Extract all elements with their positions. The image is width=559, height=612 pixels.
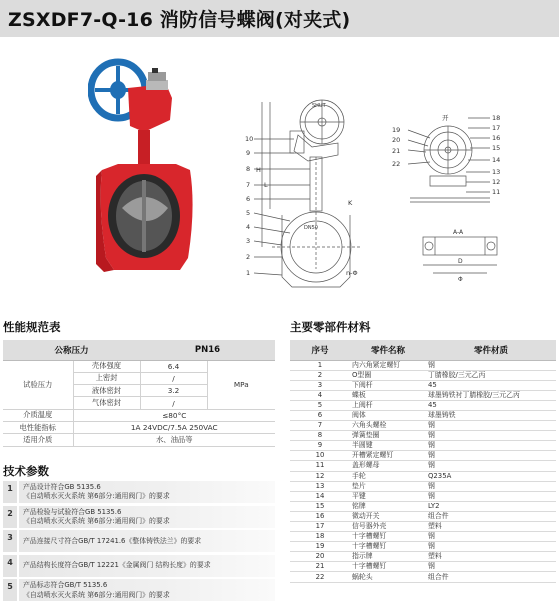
part-number: 11 [290,461,350,471]
part-material: 塑料 [426,552,556,562]
part-material: 钢 [426,360,556,370]
callout-7: 7 [246,181,251,189]
shut-mark: SHUT [312,103,326,109]
tech-item-number: 3 [3,530,17,552]
section-aa: A-A [453,229,464,236]
part-name: 上阀杆 [350,400,426,410]
table-row [290,360,556,370]
spec-row [3,360,275,372]
part-number: 20 [290,552,350,562]
part-number: 21 [290,562,350,572]
table-row [290,410,556,420]
part-number: 8 [290,431,350,441]
front-view-drawing [242,97,367,292]
callout-10: 10 [245,135,254,143]
callout-3: 3 [246,237,251,245]
callout-8: 8 [246,165,251,173]
callout-2: 2 [246,253,251,261]
tech-item [3,579,275,601]
spec-row [3,409,275,421]
page-title: ZSXDF7-Q-16 消防信号蝶阀(对夹式) [8,9,351,31]
part-number: 19 [290,542,350,552]
table-row [290,451,556,461]
spec-header-row [3,340,275,360]
tech-item-line: 产品设计符合GB 5135.6 [23,483,101,491]
spec-row [3,434,275,446]
open-label: 开 [442,114,449,122]
part-number: 6 [290,410,350,420]
part-name: 平键 [350,491,426,501]
table-row [290,572,556,582]
part-name: 指示牌 [350,552,426,562]
part-number: 2 [290,370,350,380]
column-header: 零件材质 [426,340,556,360]
tech-item-line: 产品结构长度符合GB/T 12221《金属阀门 结构长度》的要求 [23,561,211,570]
tech-item-line: 产品连接尺寸符合GB/T 17241.6《整体铸铁法兰》的要求 [23,536,202,545]
callout-17: 17 [492,124,501,132]
pressure-unit: MPa [207,360,275,409]
dim-h: H [256,166,261,174]
part-name: 微动开关 [350,511,426,521]
part-number: 7 [290,421,350,431]
tech-item-line: 产品标志符合GB/T 5135.6 [23,581,108,590]
callout-15: 15 [492,144,501,152]
part-material: 钢 [426,481,556,491]
part-number: 12 [290,471,350,481]
part-material: 45 [426,400,556,410]
part-number: 18 [290,532,350,542]
part-number: 4 [290,390,350,400]
part-material: 钢 [426,542,556,552]
parts-heading: 主要零部件材料 [290,320,371,334]
media-label: 适用介质 [3,434,73,446]
callout-21: 21 [392,147,401,155]
spec-table [3,340,275,447]
part-name: 盖形螺母 [350,461,426,471]
test-pressure-label: 试验压力 [3,360,73,409]
spec-row-value: 3.2 [140,385,207,397]
spec-row-value: 6.4 [140,360,207,372]
tech-item-number: 5 [3,579,17,601]
part-material: LY2 [426,501,556,511]
dim-phi: Φ [458,276,463,283]
dim-d: D [458,258,463,265]
table-row [290,511,556,521]
tech-heading: 技术参数 [3,464,49,478]
part-number: 13 [290,481,350,491]
part-material: 组合件 [426,511,556,521]
column-header: 零件名称 [350,340,426,360]
part-name: 内六角紧定螺钉 [350,360,426,370]
part-material: 塑料 [426,522,556,532]
tech-item-body [19,579,275,601]
part-material: 钢 [426,562,556,572]
part-material: 钢 [426,532,556,542]
tech-item-body [19,555,275,577]
table-row [290,501,556,511]
spec-head-left: 公称压力 [3,340,140,360]
part-name: 蝶板 [350,390,426,400]
callout-22: 22 [392,160,401,168]
callout-1: 1 [246,269,251,277]
part-material: 球墨铸铁衬丁腈橡胶/三元乙丙 [426,390,556,400]
table-row [290,400,556,410]
parts-header-row [290,340,556,360]
part-material: 球墨铸铁 [426,410,556,420]
tech-item [3,530,275,552]
title-bar [0,0,559,37]
part-name: 半圆键 [350,441,426,451]
table-row [290,522,556,532]
temp-label: 介质温度 [3,409,73,421]
part-name: 阀体 [350,410,426,420]
part-material: 钢 [426,461,556,471]
tech-item-line: 产品检验与试验符合GB 5135.6 [23,507,122,516]
column-header: 序号 [290,340,350,360]
table-row [290,491,556,501]
part-number: 22 [290,572,350,582]
temp-value: ≤80°C [73,409,275,421]
part-material: 钢 [426,431,556,441]
dim-k: K [348,199,353,207]
part-name: 垫片 [350,481,426,491]
callout-9: 9 [246,149,251,157]
part-number: 3 [290,380,350,390]
part-number: 17 [290,522,350,532]
table-row [290,562,556,572]
tech-item-number: 4 [3,555,17,577]
table-row [290,542,556,552]
part-name: 铭牌 [350,501,426,511]
part-material: 钢 [426,421,556,431]
callout-16: 16 [492,134,501,142]
callout-11: 11 [492,188,501,196]
part-material: Q235A [426,471,556,481]
part-number: 1 [290,360,350,370]
parts-table [290,340,556,583]
part-number: 10 [290,451,350,461]
part-number: 9 [290,441,350,451]
callout-13: 13 [492,168,501,176]
spec-heading: 性能规范表 [3,320,61,334]
part-name: 十字槽螺钉 [350,532,426,542]
tech-list [3,481,275,604]
part-number: 14 [290,491,350,501]
table-row [290,390,556,400]
table-row [290,552,556,562]
tech-item-number: 1 [3,481,17,503]
part-number: 5 [290,400,350,410]
tech-item-body [19,481,275,503]
part-material: 组合件 [426,572,556,582]
part-material: 丁腈橡胶/三元乙丙 [426,370,556,380]
part-name: 信号器外壳 [350,522,426,532]
spec-row [3,421,275,433]
table-row [290,481,556,491]
part-name: 六角头螺栓 [350,421,426,431]
table-row [290,461,556,471]
tech-item-body [19,506,275,528]
dim-n-phi: n-Φ [346,269,358,277]
signal-label: 电性能指标 [3,421,73,433]
callout-6: 6 [246,195,251,203]
spec-head-right: PN16 [140,340,275,360]
part-name: 手轮 [350,471,426,481]
part-number: 15 [290,501,350,511]
part-number: 16 [290,511,350,521]
tech-item [3,506,275,528]
spec-row-label: 壳体强度 [73,360,140,372]
valve-product-photo [88,58,198,288]
callout-19: 19 [392,126,401,134]
part-name: 开槽紧定螺钉 [350,451,426,461]
callout-4: 4 [246,223,251,231]
tech-item-number: 2 [3,506,17,528]
part-material: 45 [426,380,556,390]
dim-l: L [264,181,268,189]
part-material: 钢 [426,491,556,501]
spec-row-value: / [140,372,207,384]
table-row [290,471,556,481]
part-name: 十字槽螺钉 [350,542,426,552]
part-material: 钢 [426,451,556,461]
part-name: 弹簧垫圈 [350,431,426,441]
tech-item [3,555,275,577]
part-name: O型圈 [350,370,426,380]
table-row [290,370,556,380]
callout-20: 20 [392,136,401,144]
part-name: 十字槽螺钉 [350,562,426,572]
table-row [290,441,556,451]
parts-table-body [290,360,556,582]
table-row [290,532,556,542]
side-view-drawing [390,108,510,218]
spec-row-label: 液体密封 [73,385,140,397]
part-name: 蜗轮头 [350,572,426,582]
callout-5: 5 [246,209,251,217]
callout-14: 14 [492,156,501,164]
spec-row-value: / [140,397,207,409]
tech-item [3,481,275,503]
media-value: 水、油品等 [73,434,275,446]
spec-row-label: 气体密封 [73,397,140,409]
tech-item-body [19,530,275,552]
spec-row-label: 上密封 [73,372,140,384]
signal-value: 1A 24VDC/7.5A 250VAC [73,421,275,433]
tech-item-line: 《自动喷水灭火系统 第6部分:通用阀门》的要求 [23,590,170,599]
dn-mark: DN50 [304,225,318,231]
table-row [290,421,556,431]
callout-18: 18 [492,114,501,122]
table-row [290,431,556,441]
callout-12: 12 [492,178,501,186]
tech-item-line: 《自动喷水灭火系统 第6部分:通用阀门》的要求 [23,516,170,525]
part-material: 钢 [426,441,556,451]
part-name: 下阀杆 [350,380,426,390]
table-row [290,380,556,390]
plan-view-drawing [415,225,505,283]
tech-item-line: 《自动喷水灭火系统 第6部分:通用阀门》的要求 [23,492,170,501]
